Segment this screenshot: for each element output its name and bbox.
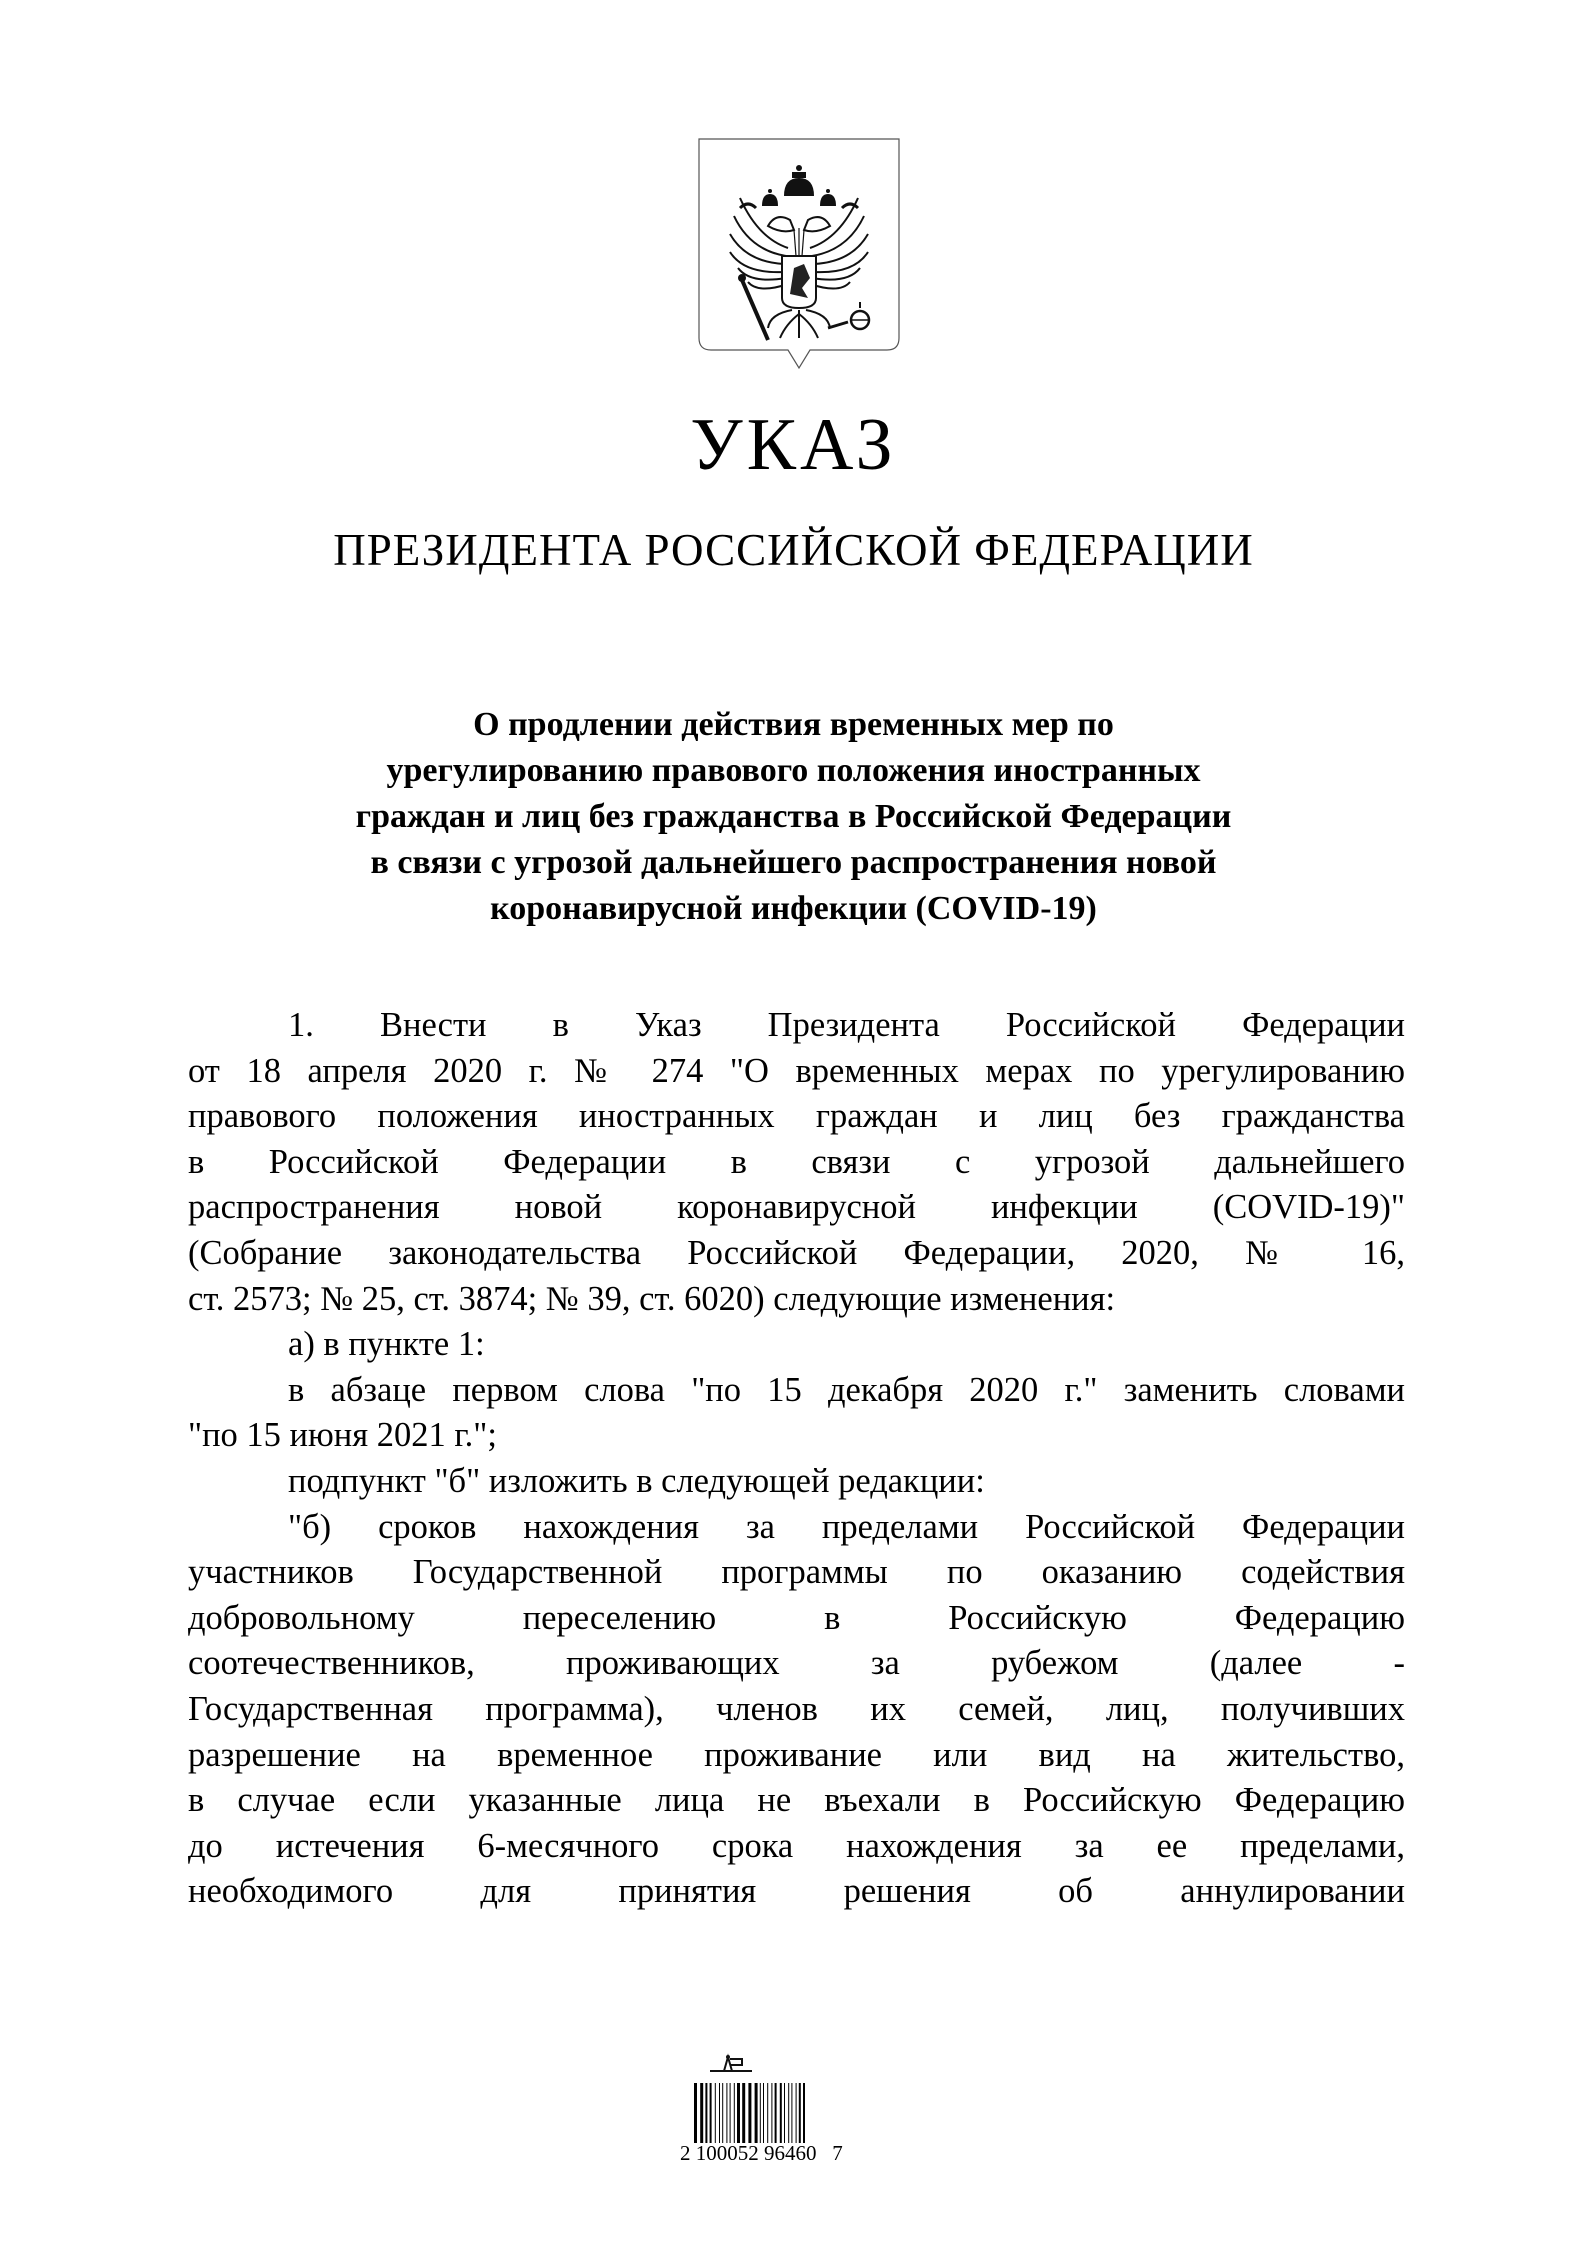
barcode-bar — [788, 2083, 789, 2143]
decree-heading — [250, 702, 1337, 932]
coat-of-arms-icon — [698, 138, 900, 380]
heading-line: О продлении действия временных мер по — [473, 706, 1114, 743]
body-line: 1. Внести в Указ Президента Российской Федерации — [288, 1006, 1405, 1044]
barcode-bar — [760, 2083, 761, 2143]
body-line: до истечения 6-месячного срока нахождения за ее пределами, — [188, 1826, 1405, 1865]
barcode-bar — [715, 2083, 716, 2143]
barcode-bar — [700, 2083, 703, 2143]
barcode-bar — [763, 2083, 764, 2143]
barcode-bars — [692, 2083, 872, 2143]
body-line: "по 15 июня 2021 г."; — [188, 1416, 497, 1455]
barcode-bar — [780, 2083, 782, 2143]
body-line: Государственная программа), членов их семей, лиц, получивших — [188, 1689, 1405, 1728]
barcode-bar — [775, 2083, 777, 2143]
barcode-bar — [737, 2083, 740, 2143]
barcode-bar — [791, 2083, 792, 2143]
barcode-bar — [730, 2083, 731, 2143]
body-line: а) в пункте 1: — [288, 1325, 485, 1364]
barcode-bar — [748, 2083, 751, 2143]
barcode-bar — [719, 2083, 720, 2143]
body-line: от 18 апреля 2020 г. № 274 "О временных мерах по урегулированию — [188, 1051, 1405, 1090]
body-line: ст. 2573; № 25, ст. 3874; № 39, ст. 6020) следующие изменения: — [188, 1279, 1116, 1318]
heading-line: коронавирусной инфекции (COVID-19) — [490, 890, 1097, 927]
body-line: распространения новой коронавирусной инфекции (COVID-19)" — [188, 1188, 1405, 1227]
barcode-bar — [796, 2083, 797, 2143]
barcode-bar — [767, 2083, 768, 2143]
barcode-bar — [799, 2083, 801, 2143]
body-line: правового положения иностранных граждан и лиц без гражданства — [188, 1097, 1405, 1136]
body-line: соотечественников, проживающих за рубежом (далее - — [188, 1644, 1405, 1683]
body-line: необходимого для принятия решения об аннулировании — [188, 1872, 1405, 1911]
body-line: (Собрание законодательства Российской Федерации, 2020, № 16, — [188, 1233, 1405, 1272]
printing-house-logo-icon — [706, 2053, 756, 2075]
barcode-bar — [803, 2083, 805, 2143]
body-line: в Российской Федерации в связи с угрозой дальнейшего — [188, 1142, 1405, 1181]
body-line: подпункт "б" изложить в следующей редакции: — [288, 1461, 985, 1500]
barcode-bar — [742, 2083, 745, 2143]
barcode-bar — [694, 2083, 697, 2143]
heading-line: в связи с угрозой дальнейшего распространения новой — [370, 844, 1217, 881]
barcode-bar — [722, 2083, 723, 2143]
barcode-number: 2 100052 96460 7 — [680, 2141, 843, 2165]
heading-line: граждан и лиц без гражданства в Российской Федерации — [355, 798, 1232, 835]
body-line: разрешение на временное проживание или вид на жительство, — [188, 1735, 1405, 1774]
barcode-bar — [784, 2083, 785, 2143]
barcode-bar — [710, 2083, 712, 2143]
barcode-bar — [771, 2083, 772, 2143]
issuer-subtitle: ПРЕЗИДЕНТА РОССИЙСКОЙ ФЕДЕРАЦИИ — [333, 525, 1254, 575]
barcode-bar — [755, 2083, 758, 2143]
heading-line: урегулированию правового положения иностранных — [386, 752, 1201, 789]
body-line: добровольному переселению в Российскую Федерацию — [188, 1598, 1405, 1637]
barcode-bar — [734, 2083, 735, 2143]
body-line: в случае если указанные лица не въехали в Российскую Федерацию — [188, 1781, 1405, 1820]
decree-body — [188, 1003, 1405, 1915]
body-line: "б) сроков нахождения за пределами Российской Федерации — [288, 1507, 1405, 1546]
barcode-bar — [726, 2083, 727, 2143]
document-type-title: УКАЗ — [690, 404, 897, 486]
body-line: участников Государственной программы по оказанию содействия — [188, 1553, 1405, 1592]
body-line: в абзаце первом слова "по 15 декабря 2020 г." заменить словами — [288, 1370, 1405, 1409]
state-emblem — [698, 138, 900, 380]
barcode-bar — [705, 2083, 707, 2143]
